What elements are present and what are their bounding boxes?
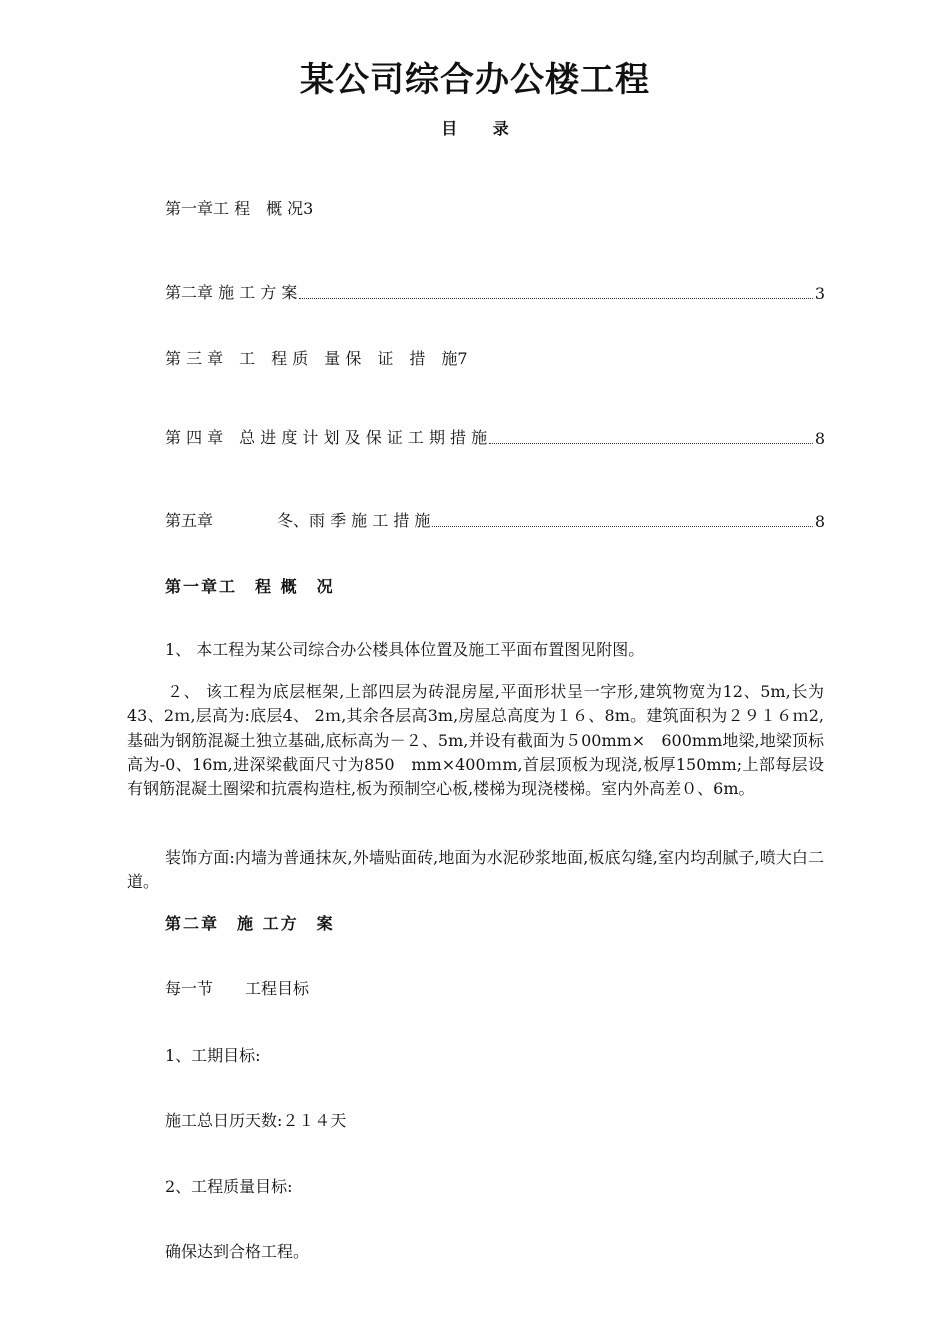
list-item-text: 确保达到合格工程。 — [165, 1242, 310, 1261]
section-heading: 每一节 工程目标 — [165, 979, 310, 998]
toc-page-number: 3 — [814, 284, 825, 303]
toc-leader-dots — [299, 297, 812, 299]
toc-item-chapter-2[interactable] — [165, 280, 825, 303]
toc-heading: 目 录 — [441, 119, 509, 138]
toc-item-chapter-1[interactable] — [165, 196, 825, 219]
toc-item-label: 第五章 冬、雨 季 施 工 措 施 — [165, 511, 431, 530]
chapter-1-heading: 第一章工 程 概 况 — [165, 577, 335, 596]
toc-item-label: 第 四 章 总 进 度 计 划 及 保 证 工 期 措 施 — [165, 428, 488, 447]
document-title: 某公司综合办公楼工程 — [300, 60, 650, 100]
list-item-label: 2、工程质量目标: — [165, 1177, 293, 1196]
toc-page-number: 8 — [814, 512, 825, 531]
toc-item-chapter-5[interactable] — [165, 508, 825, 531]
toc-item-chapter-3[interactable] — [165, 346, 825, 369]
toc-item-label: 第二章 施 工 方 案 — [165, 283, 298, 302]
paragraph-3: 装饰方面:内墙为普通抹灰,外墙贴面砖,地面为水泥砂浆地面,板底勾缝,室内均刮腻子,喷大白二道。 — [127, 848, 824, 892]
list-item-text: 施工总日历天数:２１４天 — [165, 1111, 347, 1130]
toc-item-label: 第 三 章 工 程 质 量 保 证 措 施7 — [165, 349, 468, 368]
toc-item-label: 第一章工 程 概 况3 — [165, 199, 314, 218]
list-item-label: 1、工期目标: — [165, 1046, 261, 1065]
toc-page-number: 8 — [814, 429, 825, 448]
chapter-2-heading: 第二章 施 工方 案 — [165, 914, 335, 933]
toc-item-chapter-4[interactable] — [165, 425, 825, 448]
paragraph-1: 1、 本工程为某公司综合办公楼具体位置及施工平面布置图见附图。 — [165, 640, 645, 659]
paragraph-2: ２、 该工程为底层框架,上部四层为砖混房屋,平面形状呈一字形,建筑物宽为12、5m,长为43、2ｍ,层高为:底层4、 2ｍ,其余各层高3m,房屋总高度为１６、8m。建筑面积为２９１６ｍ2,基础为钢筋混凝土独立基础,底标高为－２、5m,并设有截面为５00mm× 600mm地梁,地梁顶标高为-0、16m,进深梁截面尺寸为850 mm×400ｍm,首层顶板为现浇,板厚150mm;上部每层设有钢筋混凝土圈梁和抗震构造柱,板为预制空心板,楼梯为现浇楼梯。室内外高差０、6m。 — [127, 682, 824, 799]
toc-leader-dots — [489, 442, 813, 444]
toc-leader-dots — [432, 525, 812, 527]
